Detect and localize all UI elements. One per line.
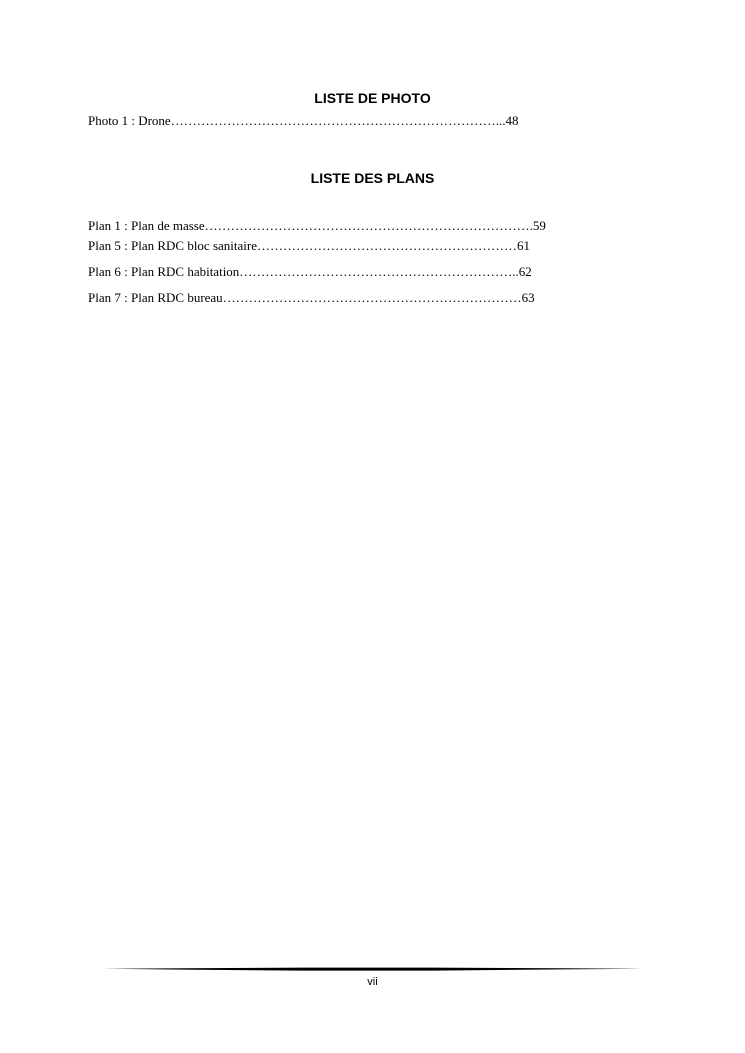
plan-list-heading: LISTE DES PLANS	[310, 170, 435, 186]
plan-list-entry: Plan 5 : Plan RDC bloc sanitaire……………………………………………………61	[88, 238, 530, 253]
plan-list-entry: Plan 6 : Plan RDC habitation………………………………………………………..62	[88, 264, 532, 279]
plan-list-entry: Plan 1 : Plan de masse………………………………………………………………….59	[88, 218, 546, 233]
footer-rule	[103, 967, 642, 971]
page-number: vii	[367, 976, 378, 988]
photo-list-heading: LISTE DE PHOTO	[314, 90, 431, 106]
plan-list-entry: Plan 7 : Plan RDC bureau……………………………………………………………63	[88, 290, 535, 305]
photo-list-entry: Photo 1 : Drone…………………………………………………………………...48	[88, 113, 519, 128]
